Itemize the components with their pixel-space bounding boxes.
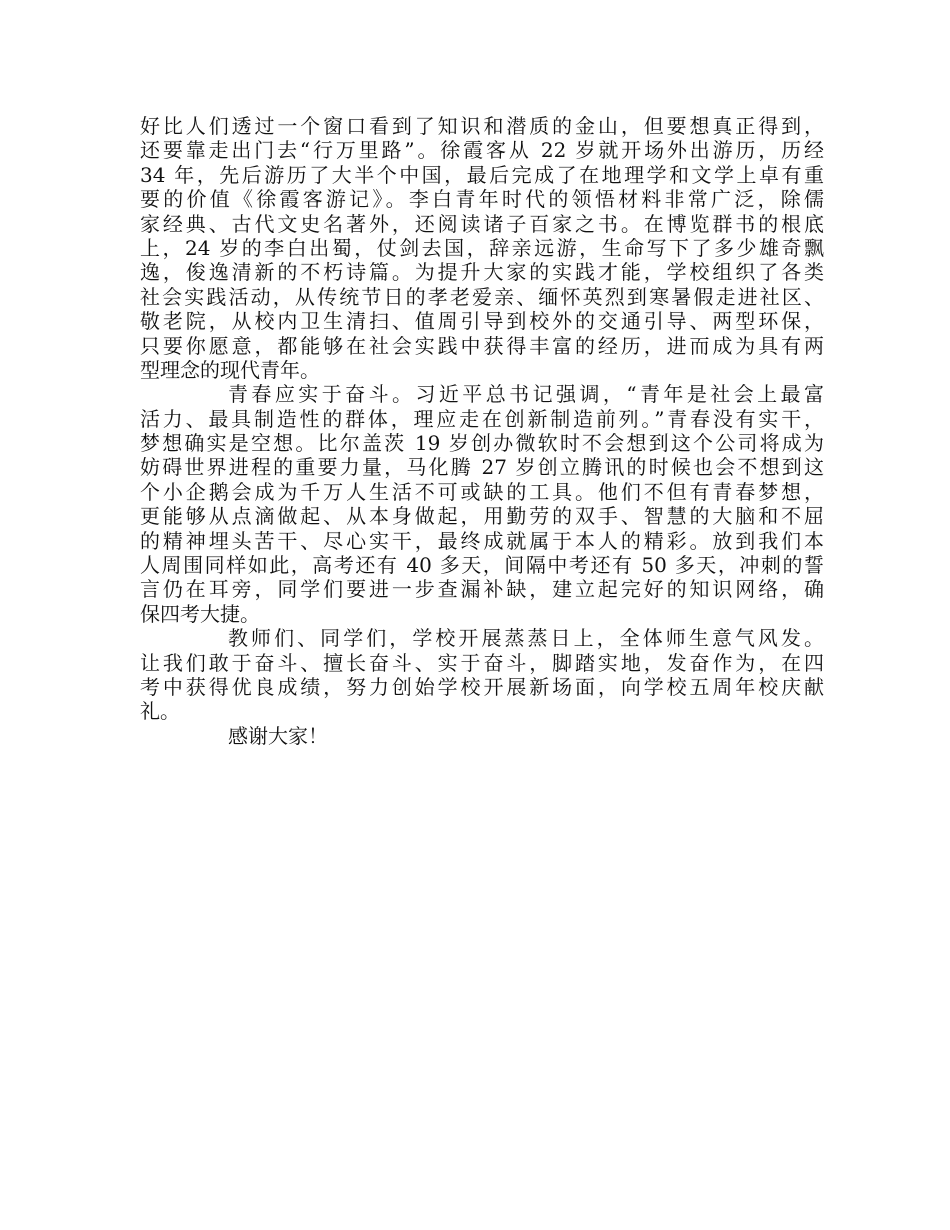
- text-line: 活力、最具制造性的群体，理应走在创新制造前列。”青春没有实干，: [140, 406, 824, 431]
- text-line: 34 年，先后游历了大半个中国，最后完成了在地理学和文学上卓有重: [140, 162, 824, 187]
- text-line: 个小企鹅会成为千万人生活不可或缺的工具。他们不但有青春梦想，: [140, 479, 824, 504]
- text-line: 的精神埋头苦干、尽心实干，最终成就属于本人的精彩。放到我们本: [140, 528, 824, 553]
- text-line: 言仍在耳旁，同学们要进一步查漏补缺，建立起完好的知识网络，确: [140, 577, 824, 602]
- text-line: 保四考大捷。: [140, 601, 260, 626]
- text-line: 要的价值《徐霞客游记》。李白青年时代的领悟材料非常广泛，除儒: [140, 187, 824, 212]
- text-line: 只要你愿意，都能够在社会实践中获得丰富的经历，进而成为具有两: [140, 333, 824, 358]
- text-line: 上，24 岁的李白出蜀，仗剑去国，辞亲远游，生命写下了多少雄奇飘: [140, 235, 824, 260]
- text-line: 感谢大家！: [228, 723, 328, 748]
- document-body: [140, 114, 824, 748]
- paragraph-1: [140, 114, 824, 382]
- paragraph-3: [140, 626, 824, 724]
- text-line: 型理念的现代青年。: [140, 357, 320, 382]
- text-line: 敬老院，从校内卫生清扫、值周引导到校外的交通引导、两型环保，: [140, 309, 824, 334]
- text-line: 妨碍世界进程的重要力量，马化腾 27 岁创立腾讯的时候也会不想到这: [140, 455, 824, 480]
- text-line: 逸，俊逸清新的不朽诗篇。为提升大家的实践才能，学校组织了各类: [140, 260, 824, 285]
- text-line: 更能够从点滴做起、从本身做起，用勤劳的双手、智慧的大脑和不屈: [140, 504, 824, 529]
- text-line: 人周围同样如此，高考还有 40 多天，间隔中考还有 50 多天，冲刺的誓: [140, 553, 824, 578]
- text-line: 还要靠走出门去“行万里路”。徐霞客从 22 岁就开场外出游历，历经: [140, 138, 824, 163]
- text-line: 社会实践活动，从传统节日的孝老爱亲、缅怀英烈到寒暑假走进社区、: [140, 284, 824, 309]
- text-line: 青春应实于奋斗。习近平总书记强调，“青年是社会上最富: [228, 382, 824, 407]
- text-line: 家经典、古代文史名著外，还阅读诸子百家之书。在博览群书的根底: [140, 211, 824, 236]
- text-line: 让我们敢于奋斗、擅长奋斗、实于奋斗，脚踏实地，发奋作为，在四: [140, 650, 824, 675]
- closing-line: [140, 724, 824, 748]
- text-line: 礼。: [140, 699, 180, 724]
- text-line: 梦想确实是空想。比尔盖茨 19 岁创办微软时不会想到这个公司将成为: [140, 431, 824, 456]
- text-line: 好比人们透过一个窗口看到了知识和潜质的金山，但要想真正得到，: [140, 114, 824, 138]
- paragraph-2: [140, 382, 824, 626]
- text-line: 教师们、同学们，学校开展蒸蒸日上，全体师生意气风发。: [228, 626, 824, 651]
- text-line: 考中获得优良成绩，努力创始学校开展新场面，向学校五周年校庆献: [140, 674, 824, 699]
